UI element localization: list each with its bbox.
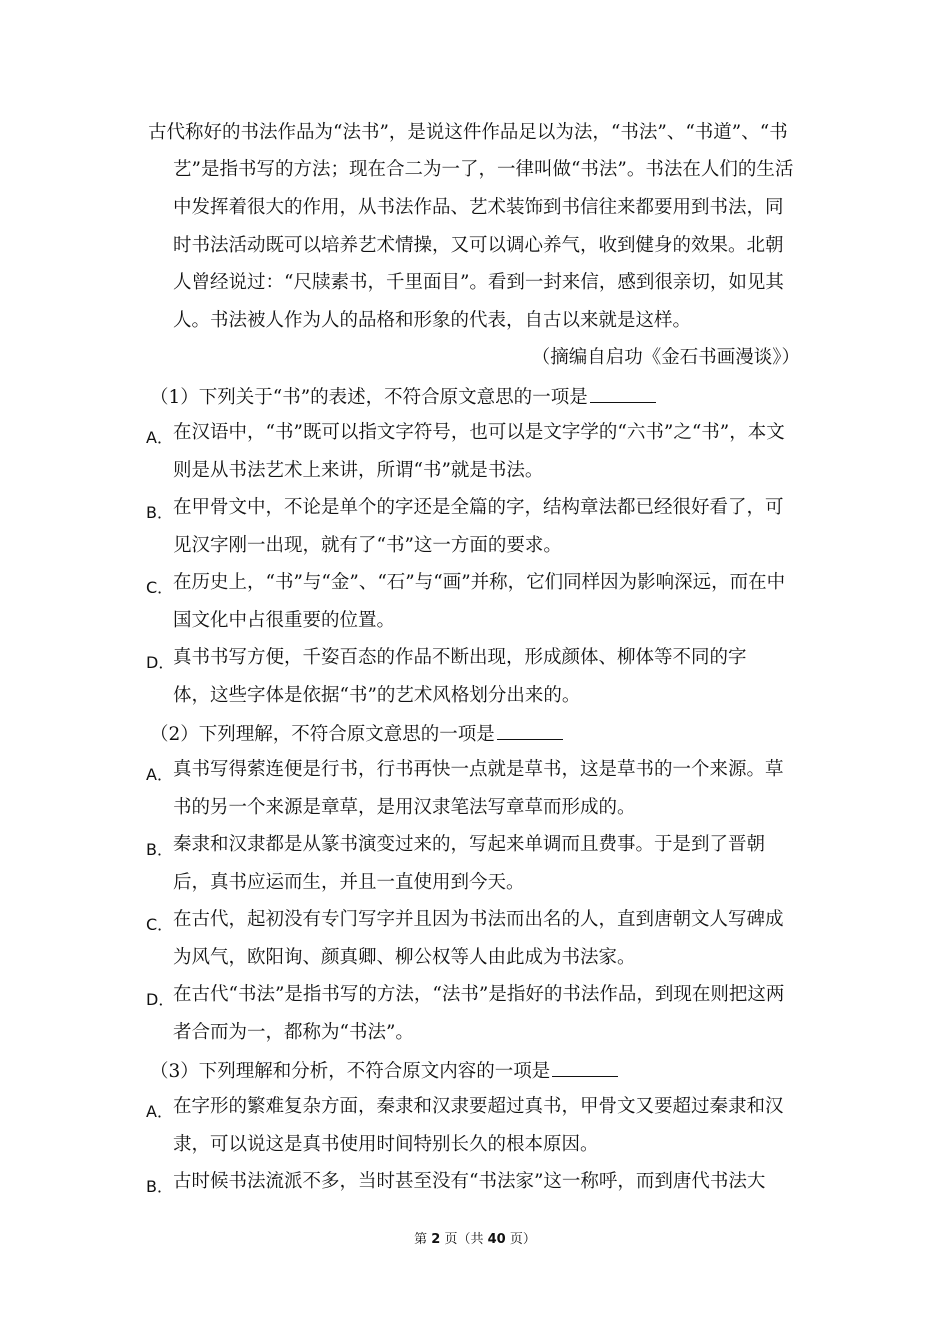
option-letter: B． xyxy=(146,840,173,859)
question-stem: （2）下列理解，不符合原文意思的一项是 xyxy=(150,722,563,746)
option-text: 在古代，起初没有专门写字并且因为书法而出名的人，直到唐朝文人写碑成 xyxy=(173,909,784,930)
option-text: 真书写得萦连便是行书，行书再快一点就是草书，这是草书的一个来源。草 xyxy=(173,759,784,780)
passage-line: 人。书法被人作为人的品格和形象的代表，自古以来就是这样。 xyxy=(173,310,692,331)
option-letter: B． xyxy=(146,1177,173,1196)
option-letter: C． xyxy=(146,578,174,597)
option-letter: A． xyxy=(146,1102,173,1121)
option-letter: B． xyxy=(146,503,173,522)
option-text: 古时候书法流派不多，当时甚至没有“书法家”这一称呼，而到唐代书法大 xyxy=(173,1171,766,1192)
answer-blank xyxy=(497,722,563,740)
option-text: 后，真书应运而生，并且一直使用到今天。 xyxy=(173,872,525,893)
option-text: 在历史上，“书”与“金”、“石”与“画”并称，它们同样因为影响深远，而在中 xyxy=(173,572,786,593)
question-stem: （3）下列理解和分析，不符合原文内容的一项是 xyxy=(150,1059,618,1083)
option-text: 在甲骨文中，不论是单个的字还是全篇的字，结构章法都已经很好看了，可 xyxy=(173,497,784,518)
page-number: 2 xyxy=(431,1232,441,1247)
option-text: 在古代“书法”是指书写的方法，“法书”是指好的书法作品，到现在则把这两 xyxy=(173,984,785,1005)
option-text: 者合而为一，都称为“书法”。 xyxy=(173,1022,414,1043)
option-text: 书的另一个来源是章草，是用汉隶笔法写章草而形成的。 xyxy=(173,797,636,818)
option-letter: A． xyxy=(146,428,173,447)
option-text: 在汉语中，“书”既可以指文字符号，也可以是文字学的“六书”之“书”，本文 xyxy=(173,422,785,443)
question-stem: （1）下列关于“书”的表述，不符合原文意思的一项是 xyxy=(150,385,656,409)
option-letter: A． xyxy=(146,765,173,784)
option-text: 体，这些字体是依据“书”的艺术风格划分出来的。 xyxy=(173,685,581,706)
option-text: 则是从书法艺术上来讲，所谓“书”就是书法。 xyxy=(173,460,544,481)
option-letter: D． xyxy=(146,653,175,672)
passage-line: 艺”是指书写的方法；现在合二为一了，一律叫做“书法”。书法在人们的生活 xyxy=(173,159,794,180)
option-text: 真书书写方便，千姿百态的作品不断出现，形成颜体、柳体等不同的字 xyxy=(173,647,747,668)
answer-blank xyxy=(552,1059,618,1077)
page-total: 40 xyxy=(487,1232,506,1247)
option-text: 见汉字刚一出现，就有了“书”这一方面的要求。 xyxy=(173,535,562,556)
passage-line: 时书法活动既可以培养艺术情操，又可以调心养气，收到健身的效果。北朝 xyxy=(173,235,784,256)
answer-blank xyxy=(590,385,656,403)
passage-line: 中发挥着很大的作用，从书法作品、艺术装饰到书信往来都要用到书法，同 xyxy=(173,197,784,218)
option-text: 国文化中占很重要的位置。 xyxy=(173,610,396,631)
option-text: 在字形的繁难复杂方面，秦隶和汉隶要超过真书，甲骨文又要超过秦隶和汉 xyxy=(173,1096,784,1117)
option-letter: D． xyxy=(146,990,175,1009)
passage-source: （摘编自启功《金石书画漫谈》） xyxy=(531,347,800,368)
option-text: 为风气，欧阳询、颜真卿、柳公权等人由此成为书法家。 xyxy=(173,947,636,968)
passage-line: 古代称好的书法作品为“法书”，是说这件作品足以为法，“书法”、“书道”、“书 xyxy=(148,122,788,143)
option-text: 秦隶和汉隶都是从篆书演变过来的，写起来单调而且费事。于是到了晋朝 xyxy=(173,834,766,855)
option-letter: C． xyxy=(146,915,174,934)
page-footer: 第 2 页（共 40 页） xyxy=(414,1232,536,1247)
option-text: 隶，可以说这是真书使用时间特别长久的根本原因。 xyxy=(173,1134,599,1155)
passage-line: 人曾经说过：“尺牍素书，千里面目”。看到一封来信，感到很亲切，如见其 xyxy=(173,272,784,293)
